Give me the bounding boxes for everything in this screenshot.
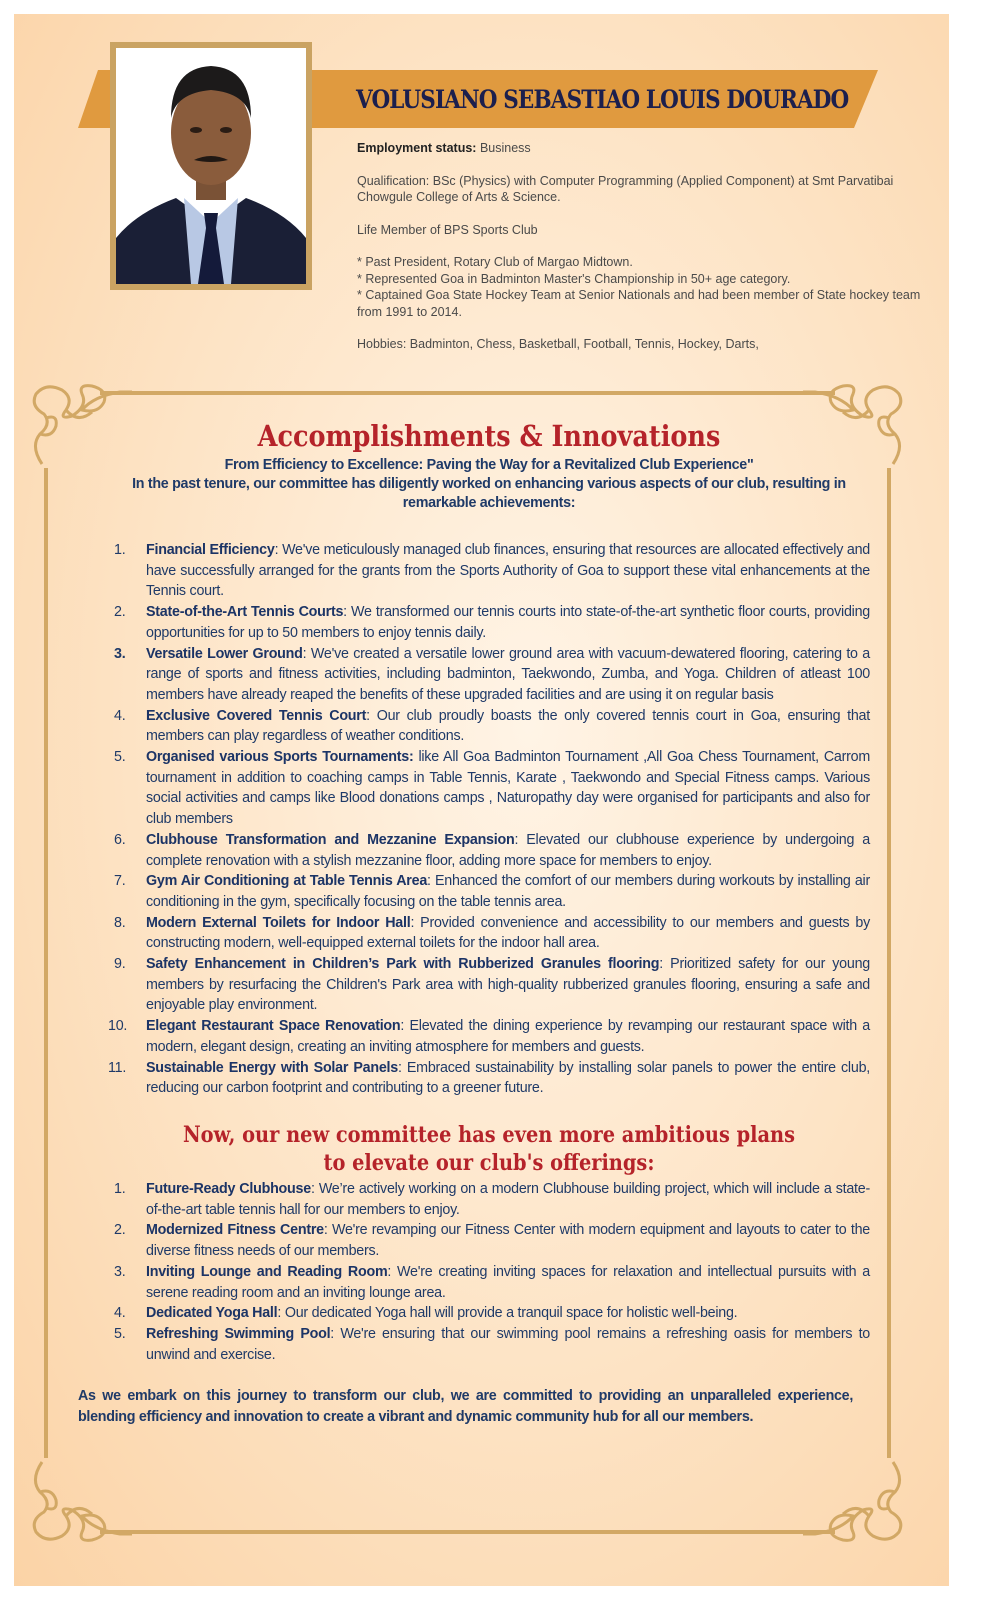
list-item: 2. Modernized Fitness Centre: We're revamping our Fitness Center with modern equipment and layouts to cater to the diverse fitness needs of our members. — [114, 1222, 870, 1260]
portrait-photo — [116, 48, 306, 284]
intro-text: In the past tenure, our committee has diligently worked on enhancing various aspects of our club, resulting in remarkable achievements: — [132, 476, 846, 511]
plans-heading-line1: Now, our new committee has even more ambitious plans — [182, 1121, 796, 1148]
list-item: 10. Elegant Restaurant Space Renovation: Elevated the dining experience by revamping our restaurant space with a modern, elegant design, creating an inviting atmosphere for members and guests. — [108, 1018, 870, 1055]
list-item: 1. Financial Efficiency: We've meticulously managed club finances, ensuring that resources are allocated effectively and have successfully arranged for the grants from the Sports Authority of Goa to support these vital enhancements at the Tennis court. — [114, 542, 871, 600]
frame-border-right — [887, 468, 891, 1458]
list-item: 7. Gym Air Conditioning at Table Tennis Area: Enhanced the comfort of our members during workouts by installing air conditioning in the gym, specifically focusing on the table tennis area. — [114, 873, 870, 910]
plans-heading — [108, 1121, 870, 1177]
frame-border-left — [44, 468, 48, 1458]
employment-label: Employment status: — [357, 141, 477, 155]
list-item: 3. Inviting Lounge and Reading Room: We're creating inviting spaces for relaxation and intellectual pursuits with a serene reading room and an inviting lounge area. — [114, 1263, 870, 1301]
main-content — [78, 419, 871, 1442]
list-item: 11. Sustainable Energy with Solar Panels: Embraced sustainability by installing solar panels to power the entire club, reducing our carbon footprint and contributing to a greener future. — [108, 1059, 870, 1097]
frame-border-bottom — [100, 1530, 835, 1534]
person-portrait-icon — [116, 48, 306, 284]
photo-frame — [110, 42, 312, 290]
achievement-item: * Past President, Rotary Club of Margao Midtown. — [357, 255, 633, 269]
accomplishments-heading: Accomplishments & Innovations — [257, 419, 721, 453]
achievements-list — [357, 254, 937, 320]
list-item: 5. Organised various Sports Tournaments: like All Goa Badminton Tournament ,All Goa Chess Tournament, Carrom tournament in addition to coaching camps in Table Tennis, Karate , Taekwondo and Special Fitness camps. Various social activities and camps like Blood donations camps , Naturopathy day were organised for participants and also for club members — [114, 749, 870, 828]
frame-border-top — [100, 391, 835, 395]
list-item: 5. Refreshing Swimming Pool: We're ensuring that our swimming pool remains a refreshing oasis for members to unwind and exercise. — [114, 1325, 870, 1363]
tagline: From Efficiency to Excellence: Paving the Way for a Revitalized Club Experience" — [224, 457, 754, 473]
candidate-name: VOLUSIANO SEBASTIAO LOUIS DOURADO — [356, 84, 849, 114]
list-item: 6. Clubhouse Transformation and Mezzanine Expansion: Elevated our clubhouse experience by undergoing a complete renovation with a stylish mezzanine floor, adding more space for members to enjoy. — [114, 831, 870, 869]
hobbies: Hobbies: Badminton, Chess, Basketball, Football, Tennis, Hockey, Darts, — [357, 337, 759, 351]
employment-status — [357, 140, 937, 157]
achievement-item: * Represented Goa in Badminton Master's Championship in 50+ age category. — [357, 271, 791, 286]
membership: Life Member of BPS Sports Club — [357, 222, 538, 237]
list-item: 1. Future-Ready Clubhouse: We’re actively working on a modern Clubhouse building project, which will include a state-of-the-art table tennis hall for our members to enjoy. — [114, 1180, 870, 1218]
plans-heading-line2: to elevate our club's offerings: — [323, 1149, 655, 1176]
list-item: 8. Modern External Toilets for Indoor Hall: Provided convenience and accessibility to our members and guests by constructing modern, well-equipped external toilets for the indoor hall area. — [114, 914, 870, 952]
list-item: 4. Dedicated Yoga Hall: Our dedicated Yoga hall will provide a tranquil space for holistic well-being. — [114, 1305, 738, 1322]
bio-section — [357, 140, 937, 369]
accomplishments-list — [108, 540, 870, 1099]
name-banner-text-wrap — [356, 70, 929, 128]
achievement-item: * Captained Goa State Hockey Team at Senior Nationals and had been member of State hockey team from 1991 to 2014. — [357, 288, 921, 319]
employment-value: Business — [479, 141, 531, 155]
list-item: 9. Safety Enhancement in Children’s Park with Rubberized Granules flooring: Prioritized safety for our young members by resurfacing the Children's Park area with high-quality rubberized granules flooring, ensuring a safe and enjoyable play environment. — [114, 956, 870, 1014]
closing-statement: As we embark on this journey to transform our club, we are committed to providing an unparalleled experience, blending efficiency and innovation to create a vibrant and dynamic community hub for all our members. — [78, 1388, 853, 1426]
list-item: 3. Versatile Lower Ground: We've created a versatile lower ground area with vacuum-dewatered flooring, catering to a range of sports and fitness activities, including badminton, Taekwondo, Zumba, and Yoga. Children of atleast 100 members have already reaped the benefits of these upgraded facilities and are using it on regular basis — [114, 645, 870, 703]
flourish-corner-icon — [803, 1460, 913, 1550]
plans-list — [108, 1179, 870, 1365]
list-item: 4. Exclusive Covered Tennis Court: Our club proudly boasts the only covered tennis court in Goa, ensuring that members can play regardless of weather conditions. — [114, 707, 870, 745]
qualification: Qualification: BSc (Physics) with Computer Programming (Applied Component) at Smt Parvatibai Chowgule College of Arts & Science. — [357, 173, 894, 204]
flourish-corner-icon — [22, 1460, 132, 1550]
list-item: 2. State-of-the-Art Tennis Courts: We transformed our tennis courts into state-of-the-art synthetic floor courts, providing opportunities for up to 50 members to enjoy tennis daily. — [114, 604, 870, 641]
